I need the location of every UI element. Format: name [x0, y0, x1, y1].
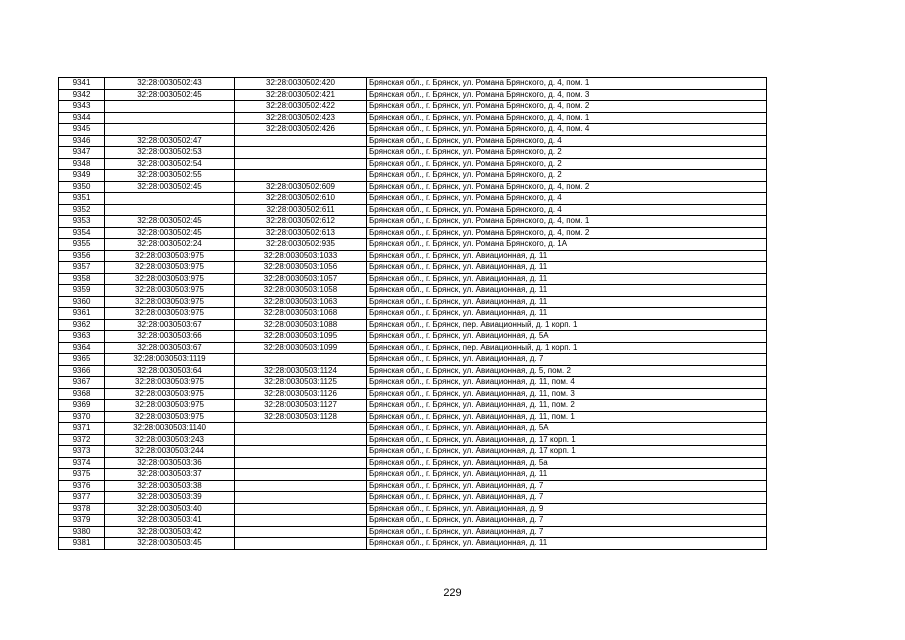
address-cell: Брянская обл., г. Брянск, ул. Авиационная, д. 11, пом. 4 — [367, 377, 767, 389]
object-number-cell: 32:28:0030503:1124 — [235, 365, 367, 377]
parcel-number-cell: 32:28:0030503:975 — [105, 411, 235, 423]
address-cell: Брянская обл., г. Брянск, ул. Авиационная, д. 11 — [367, 296, 767, 308]
table-row — [59, 400, 767, 412]
row-number-cell: 9344 — [59, 112, 105, 124]
parcel-number-cell: 32:28:0030503:41 — [105, 515, 235, 527]
address-cell: Брянская обл., г. Брянск, ул. Авиационная, д. 11 — [367, 262, 767, 274]
object-number-cell: 32:28:0030503:1033 — [235, 250, 367, 262]
object-number-cell — [235, 538, 367, 550]
parcel-number-cell: 32:28:0030502:45 — [105, 181, 235, 193]
object-number-cell — [235, 492, 367, 504]
address-cell: Брянская обл., г. Брянск, ул. Авиационная, д. 5А — [367, 423, 767, 435]
parcel-number-cell: 32:28:0030502:47 — [105, 135, 235, 147]
row-number-cell: 9358 — [59, 273, 105, 285]
table-row — [59, 319, 767, 331]
table-row — [59, 480, 767, 492]
row-number-cell: 9355 — [59, 239, 105, 251]
parcel-number-cell: 32:28:0030503:66 — [105, 331, 235, 343]
object-number-cell: 32:28:0030502:613 — [235, 227, 367, 239]
parcel-number-cell: 32:28:0030503:975 — [105, 388, 235, 400]
address-cell: Брянская обл., г. Брянск, ул. Авиационная, д. 11 — [367, 308, 767, 320]
parcel-number-cell: 32:28:0030503:975 — [105, 296, 235, 308]
address-cell: Брянская обл., г. Брянск, ул. Авиационная, д. 11, пом. 3 — [367, 388, 767, 400]
table-row — [59, 411, 767, 423]
object-number-cell: 32:28:0030502:935 — [235, 239, 367, 251]
table-row — [59, 423, 767, 435]
address-cell: Брянская обл., г. Брянск, ул. Авиационная, д. 11 — [367, 469, 767, 481]
row-number-cell: 9360 — [59, 296, 105, 308]
object-number-cell — [235, 170, 367, 182]
parcel-number-cell: 32:28:0030503:39 — [105, 492, 235, 504]
parcel-number-cell — [105, 193, 235, 205]
table-row — [59, 135, 767, 147]
table-row — [59, 262, 767, 274]
parcel-number-cell: 32:28:0030502:45 — [105, 89, 235, 101]
parcel-number-cell: 32:28:0030503:64 — [105, 365, 235, 377]
address-cell: Брянская обл., г. Брянск, ул. Романа Брянского, д. 4 — [367, 193, 767, 205]
parcel-number-cell: 32:28:0030503:38 — [105, 480, 235, 492]
parcel-number-cell: 32:28:0030503:1140 — [105, 423, 235, 435]
row-number-cell: 9350 — [59, 181, 105, 193]
row-number-cell: 9352 — [59, 204, 105, 216]
address-cell: Брянская обл., г. Брянск, пер. Авиационный, д. 1 корп. 1 — [367, 319, 767, 331]
table-row — [59, 78, 767, 90]
row-number-cell: 9373 — [59, 446, 105, 458]
object-number-cell: 32:28:0030503:1128 — [235, 411, 367, 423]
row-number-cell: 9342 — [59, 89, 105, 101]
address-cell: Брянская обл., г. Брянск, ул. Авиационная, д. 11 — [367, 250, 767, 262]
address-cell: Брянская обл., г. Брянск, ул. Романа Брянского, д. 4, пом. 4 — [367, 124, 767, 136]
row-number-cell: 9376 — [59, 480, 105, 492]
parcel-number-cell: 32:28:0030502:54 — [105, 158, 235, 170]
row-number-cell: 9374 — [59, 457, 105, 469]
parcel-number-cell: 32:28:0030503:36 — [105, 457, 235, 469]
address-cell: Брянская обл., г. Брянск, пер. Авиационный, д. 1 корп. 1 — [367, 342, 767, 354]
address-cell: Брянская обл., г. Брянск, ул. Авиационная, д. 17 корп. 1 — [367, 434, 767, 446]
address-cell: Брянская обл., г. Брянск, ул. Авиационная, д. 11 — [367, 538, 767, 550]
row-number-cell: 9343 — [59, 101, 105, 113]
parcel-number-cell: 32:28:0030503:975 — [105, 285, 235, 297]
row-number-cell: 9381 — [59, 538, 105, 550]
table-row — [59, 147, 767, 159]
object-number-cell — [235, 480, 367, 492]
parcel-number-cell: 32:28:0030502:43 — [105, 78, 235, 90]
address-cell: Брянская обл., г. Брянск, ул. Авиационная, д. 11 — [367, 285, 767, 297]
table-row — [59, 239, 767, 251]
address-cell: Брянская обл., г. Брянск, ул. Романа Брянского, д. 4, пом. 3 — [367, 89, 767, 101]
address-cell: Брянская обл., г. Брянск, ул. Авиационная, д. 5, пом. 2 — [367, 365, 767, 377]
object-number-cell — [235, 135, 367, 147]
table-body — [59, 78, 767, 550]
object-number-cell — [235, 423, 367, 435]
address-cell: Брянская обл., г. Брянск, ул. Романа Брянского, д. 4, пом. 2 — [367, 181, 767, 193]
object-number-cell — [235, 526, 367, 538]
object-number-cell: 32:28:0030503:1095 — [235, 331, 367, 343]
object-number-cell: 32:28:0030503:1056 — [235, 262, 367, 274]
table-row — [59, 89, 767, 101]
row-number-cell: 9365 — [59, 354, 105, 366]
row-number-cell: 9348 — [59, 158, 105, 170]
address-cell: Брянская обл., г. Брянск, ул. Романа Брянского, д. 4, пом. 2 — [367, 227, 767, 239]
object-number-cell: 32:28:0030503:1057 — [235, 273, 367, 285]
object-number-cell: 32:28:0030502:612 — [235, 216, 367, 228]
address-cell: Брянская обл., г. Брянск, ул. Авиационная, д. 17 корп. 1 — [367, 446, 767, 458]
row-number-cell: 9372 — [59, 434, 105, 446]
row-number-cell: 9347 — [59, 147, 105, 159]
table-row — [59, 457, 767, 469]
object-number-cell: 32:28:0030502:422 — [235, 101, 367, 113]
row-number-cell: 9349 — [59, 170, 105, 182]
table-row — [59, 285, 767, 297]
object-number-cell: 32:28:0030502:420 — [235, 78, 367, 90]
page-number: 229 — [443, 587, 462, 599]
table-row — [59, 538, 767, 550]
table-row — [59, 204, 767, 216]
address-cell: Брянская обл., г. Брянск, ул. Авиационная, д. 7 — [367, 354, 767, 366]
address-cell: Брянская обл., г. Брянск, ул. Романа Брянского, д. 4, пом. 2 — [367, 101, 767, 113]
object-number-cell: 32:28:0030503:1127 — [235, 400, 367, 412]
parcel-number-cell: 32:28:0030503:975 — [105, 377, 235, 389]
row-number-cell: 9345 — [59, 124, 105, 136]
table-row — [59, 124, 767, 136]
object-number-cell: 32:28:0030503:1063 — [235, 296, 367, 308]
object-number-cell — [235, 158, 367, 170]
row-number-cell: 9375 — [59, 469, 105, 481]
row-number-cell: 9346 — [59, 135, 105, 147]
table-row — [59, 434, 767, 446]
parcel-number-cell — [105, 124, 235, 136]
address-cell: Брянская обл., г. Брянск, ул. Авиационная, д. 7 — [367, 480, 767, 492]
row-number-cell: 9354 — [59, 227, 105, 239]
object-number-cell — [235, 503, 367, 515]
parcel-number-cell: 32:28:0030503:975 — [105, 400, 235, 412]
row-number-cell: 9357 — [59, 262, 105, 274]
parcel-number-cell — [105, 101, 235, 113]
address-cell: Брянская обл., г. Брянск, ул. Авиационная, д. 7 — [367, 492, 767, 504]
object-number-cell — [235, 457, 367, 469]
parcel-number-cell: 32:28:0030502:45 — [105, 216, 235, 228]
object-number-cell: 32:28:0030502:610 — [235, 193, 367, 205]
object-number-cell: 32:28:0030503:1058 — [235, 285, 367, 297]
parcel-number-cell: 32:28:0030503:37 — [105, 469, 235, 481]
table-row — [59, 492, 767, 504]
table-row — [59, 227, 767, 239]
table-row — [59, 331, 767, 343]
object-number-cell: 32:28:0030502:609 — [235, 181, 367, 193]
row-number-cell: 9368 — [59, 388, 105, 400]
parcel-number-cell — [105, 112, 235, 124]
parcel-number-cell: 32:28:0030502:53 — [105, 147, 235, 159]
row-number-cell: 9356 — [59, 250, 105, 262]
object-number-cell: 32:28:0030502:426 — [235, 124, 367, 136]
parcel-number-cell: 32:28:0030503:67 — [105, 342, 235, 354]
object-number-cell: 32:28:0030502:421 — [235, 89, 367, 101]
address-cell: Брянская обл., г. Брянск, ул. Авиационная, д. 7 — [367, 515, 767, 527]
table-row — [59, 101, 767, 113]
address-cell: Брянская обл., г. Брянск, ул. Авиационная, д. 5А — [367, 331, 767, 343]
address-cell: Брянская обл., г. Брянск, ул. Романа Брянского, д. 4, пом. 1 — [367, 216, 767, 228]
table-row — [59, 469, 767, 481]
row-number-cell: 9363 — [59, 331, 105, 343]
address-cell: Брянская обл., г. Брянск, ул. Романа Брянского, д. 4 — [367, 135, 767, 147]
parcel-number-cell: 32:28:0030503:975 — [105, 250, 235, 262]
cadastral-table — [58, 77, 767, 550]
parcel-number-cell: 32:28:0030503:975 — [105, 262, 235, 274]
address-cell: Брянская обл., г. Брянск, ул. Романа Брянского, д. 1А — [367, 239, 767, 251]
object-number-cell — [235, 515, 367, 527]
row-number-cell: 9371 — [59, 423, 105, 435]
address-cell: Брянская обл., г. Брянск, ул. Авиационная, д. 11 — [367, 273, 767, 285]
table-row — [59, 377, 767, 389]
object-number-cell — [235, 434, 367, 446]
parcel-number-cell: 32:28:0030502:24 — [105, 239, 235, 251]
table-row — [59, 273, 767, 285]
address-cell: Брянская обл., г. Брянск, ул. Романа Брянского, д. 2 — [367, 147, 767, 159]
object-number-cell — [235, 147, 367, 159]
parcel-number-cell: 32:28:0030503:42 — [105, 526, 235, 538]
address-cell: Брянская обл., г. Брянск, ул. Романа Брянского, д. 2 — [367, 170, 767, 182]
address-cell: Брянская обл., г. Брянск, ул. Романа Брянского, д. 4 — [367, 204, 767, 216]
row-number-cell: 9361 — [59, 308, 105, 320]
object-number-cell — [235, 446, 367, 458]
parcel-number-cell: 32:28:0030503:243 — [105, 434, 235, 446]
table-row — [59, 388, 767, 400]
parcel-number-cell — [105, 204, 235, 216]
object-number-cell — [235, 469, 367, 481]
row-number-cell: 9366 — [59, 365, 105, 377]
address-cell: Брянская обл., г. Брянск, ул. Романа Брянского, д. 4, пом. 1 — [367, 112, 767, 124]
row-number-cell: 9362 — [59, 319, 105, 331]
address-cell: Брянская обл., г. Брянск, ул. Авиационная, д. 7 — [367, 526, 767, 538]
row-number-cell: 9377 — [59, 492, 105, 504]
object-number-cell: 32:28:0030503:1099 — [235, 342, 367, 354]
address-cell: Брянская обл., г. Брянск, ул. Авиационная, д. 11, пом. 2 — [367, 400, 767, 412]
table-row — [59, 342, 767, 354]
address-cell: Брянская обл., г. Брянск, ул. Романа Брянского, д. 2 — [367, 158, 767, 170]
row-number-cell: 9341 — [59, 78, 105, 90]
row-number-cell: 9364 — [59, 342, 105, 354]
parcel-number-cell: 32:28:0030503:975 — [105, 308, 235, 320]
parcel-number-cell: 32:28:0030503:45 — [105, 538, 235, 550]
parcel-number-cell: 32:28:0030503:244 — [105, 446, 235, 458]
row-number-cell: 9370 — [59, 411, 105, 423]
row-number-cell: 9369 — [59, 400, 105, 412]
parcel-number-cell: 32:28:0030502:55 — [105, 170, 235, 182]
table-row — [59, 296, 767, 308]
object-number-cell: 32:28:0030503:1125 — [235, 377, 367, 389]
parcel-number-cell: 32:28:0030503:40 — [105, 503, 235, 515]
table-row — [59, 158, 767, 170]
parcel-number-cell: 32:28:0030502:45 — [105, 227, 235, 239]
row-number-cell: 9351 — [59, 193, 105, 205]
object-number-cell: 32:28:0030502:423 — [235, 112, 367, 124]
address-cell: Брянская обл., г. Брянск, ул. Авиационная, д. 9 — [367, 503, 767, 515]
table-row — [59, 308, 767, 320]
table-row — [59, 526, 767, 538]
parcel-number-cell: 32:28:0030503:67 — [105, 319, 235, 331]
table-row — [59, 515, 767, 527]
table-row — [59, 193, 767, 205]
table-row — [59, 503, 767, 515]
row-number-cell: 9380 — [59, 526, 105, 538]
row-number-cell: 9359 — [59, 285, 105, 297]
table-row — [59, 446, 767, 458]
table-row — [59, 250, 767, 262]
object-number-cell: 32:28:0030503:1088 — [235, 319, 367, 331]
table-row — [59, 354, 767, 366]
table-row — [59, 181, 767, 193]
object-number-cell: 32:28:0030503:1126 — [235, 388, 367, 400]
parcel-number-cell: 32:28:0030503:1119 — [105, 354, 235, 366]
row-number-cell: 9353 — [59, 216, 105, 228]
object-number-cell: 32:28:0030502:611 — [235, 204, 367, 216]
row-number-cell: 9378 — [59, 503, 105, 515]
address-cell: Брянская обл., г. Брянск, ул. Авиационная, д. 5а — [367, 457, 767, 469]
address-cell: Брянская обл., г. Брянск, ул. Романа Брянского, д. 4, пом. 1 — [367, 78, 767, 90]
table-row — [59, 365, 767, 377]
object-number-cell — [235, 354, 367, 366]
table-row — [59, 170, 767, 182]
address-cell: Брянская обл., г. Брянск, ул. Авиационная, д. 11, пом. 1 — [367, 411, 767, 423]
row-number-cell: 9379 — [59, 515, 105, 527]
table-row — [59, 216, 767, 228]
object-number-cell: 32:28:0030503:1068 — [235, 308, 367, 320]
row-number-cell: 9367 — [59, 377, 105, 389]
table-row — [59, 112, 767, 124]
parcel-number-cell: 32:28:0030503:975 — [105, 273, 235, 285]
